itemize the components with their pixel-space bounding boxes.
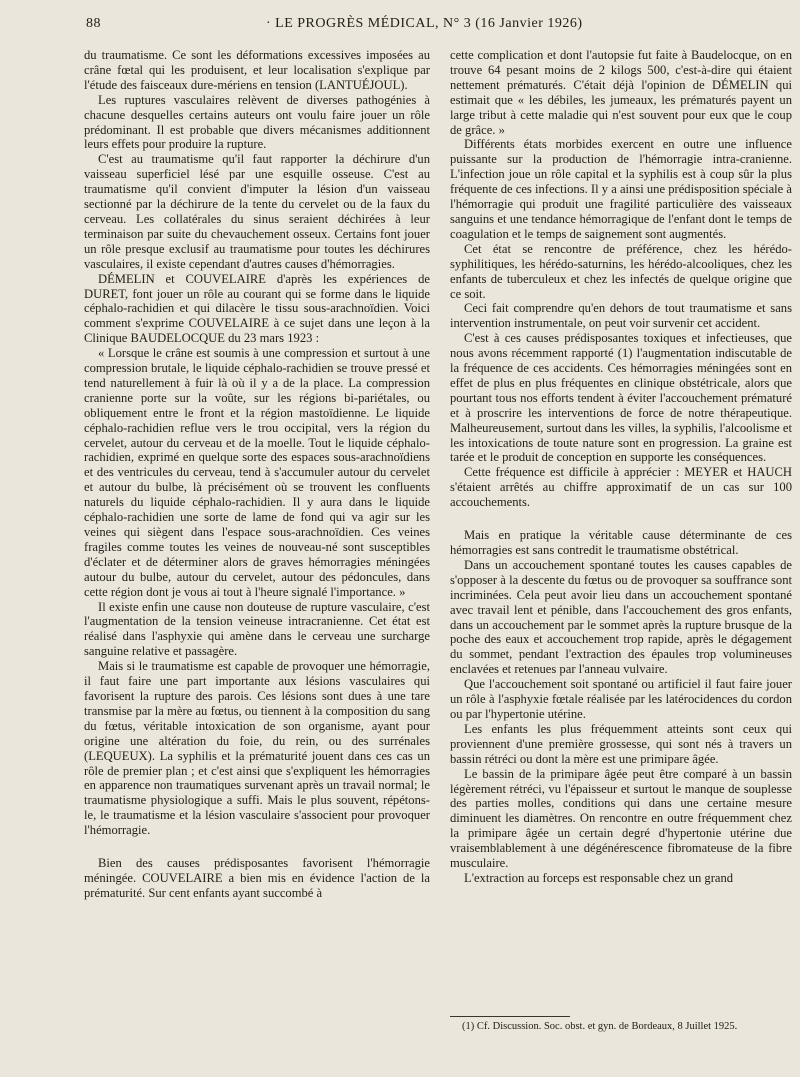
paragraph: L'extraction au forceps est responsable chez un grand (464, 870, 734, 885)
page-number: 88 (86, 16, 101, 31)
paragraph: Bien des causes prédisposantes favorisent l'hémorragie méningée. COUVELAIRE a bien mis en évidence l'action de la prématurité. Sur cent enfants ayant succombé à (84, 856, 430, 900)
paragraph: C'est au traumatisme qu'il faut rapporter la déchirure d'un vaisseau superficiel lésé par une esquille osseuse. C'est au traumatisme qu'il convient d'imputer la lésion d'un vaisseau sectionné par la déchirure de la tente du cervelet ou de la faux du cerveau. Les collatérales du sinus seraient déchirées à leur terminaison par suite du chevauchement osseux. Certains font jouer un rôle presque exclusif au traumatisme pour toutes les déchirures vasculaires, il existe cependant d'autres causes d'hémorragies. (84, 152, 430, 271)
paragraph: Cette fréquence est difficile à apprécier : MEYER et HAUCH s'étaient arrêtés au chiffre approximatif de un cas sur 100 accouchements. (450, 465, 792, 510)
paragraph: Les enfants les plus fréquemment atteints sont ceux qui proviennent d'une première grossesse, qui sont nés à travers un bassin rétréci ou dont la mère est une primipare âgée. (450, 721, 792, 766)
paragraph: C'est à ces causes prédisposantes toxiques et infectieuses, que nous avons récemment rapporté (1) l'augmentation indiscutable de la fréquence de ces accidents. Ces hémorragies méningées sont en effet de plus en plus fréquentes en clinique obstétricale, alors que pourtant tous nos efforts tendent à éviter l'accouchement prématuré et à proscrire les interventions de force de notre thérapeutique. Malheureusement, surtout dans les villes, la syphilis, l'alcoolisme et les intoxications de toute nature sont en progression. La graine est tarée et le produit de conception en supporte les conséquences. (450, 331, 792, 465)
paragraph: Cet état se rencontre de préférence, chez les hérédo-syphilitiques, les hérédo-saturnins, les hérédo-alcooliques, chez les enfants de tuberculeux et chez les infectés de quelque origine que ce soit. (450, 241, 792, 301)
paragraph: du traumatisme. Ce sont les déformations excessives imposées au crâne fœtal qui les produisent, et leur localisation s'explique par l'étude des faisceaux dure-mériens en tension (LANTUÉJOUL). (84, 48, 430, 92)
paragraph: Mais si le traumatisme est capable de provoquer une hémorragie, il faut faire une part importante aux lésions vasculaires qui favorisent la rupture des parois. Ces lésions sont dues à une tare transmise par la mère au fœtus, ou tiennent à la composition du sang du fœtus, véritable intoxication de son organisme, ayant pour origine une altération du foie, du rein, ou des surrénales (LEQUEUX). La syphilis et la prématurité jouent dans ces cas un rôle de premier plan ; et c'est ainsi que s'expliquent les hémorragies en apparence non traumatiques survenant après un travail normal; le traumatisme physiologique a suffi. Mais le plus souvent, répétons-le, le traumatisme et la lésion vasculaire s'associent pour provoquer l'hémorragie. (84, 659, 430, 838)
paragraph: Dans un accouchement spontané toutes les causes capables de s'opposer à la descente du fœtus ou de provoquer sa souffrance sont incriminées. Cela peut avoir lieu dans un accouchement spontané avec travail lent et pénible, dans l'accouchement des gros enfants, dans un accouchement par le sommet après la rupture brusque de la poche des eaux et accouchement trop rapide, après le dégagement du sommet, pendant l'extraction des épaules trop volumineuses enclavées et retenues par l'anneau vulvaire. (450, 557, 792, 677)
right-column (450, 48, 792, 886)
paragraph: cette complication et dont l'autopsie fut faite à Baudelocque, on en trouve 64 pesant moins de 2 kilogs 500, c'est-à-dire qui étaient nettement prématurés. C'était déjà l'opinion de DÉMELIN qui estimait que « les débiles, les jumeaux, les prématurés payent un large tribut à cette maladie qui n'est souvent pour eux que le coup de grâce. » (450, 48, 792, 137)
page-header (86, 14, 790, 38)
footnote-rule (450, 1016, 570, 1017)
paragraph: DÉMELIN et COUVELAIRE d'après les expériences de DURET, font jouer un rôle au courant qui se forme dans le liquide céphalo-rachidien et qui dilacère le tissu sous-arachnoïdien. Voici comment s'exprime COUVELAIRE à ce sujet dans une leçon à la Clinique BAUDELOCQUE du 23 mars 1923 : (84, 271, 430, 346)
paragraph: Différents états morbides exercent en outre une influence puissante sur la production de l'hémorragie intra-cranienne. L'infection joue un rôle capital et la syphilis est à coup sûr la plus fréquente de ces infections. Il y a ainsi une prédisposition spéciale à l'hémorragie qui produit une fragilité particulière des vaisseaux sanguins et une tendance hémorragique de l'enfant dont le temps de coagulation et le temps de saignement sont augmentés. (450, 137, 792, 241)
left-column (84, 48, 430, 901)
footnote: (1) Cf. Discussion. Soc. obst. et gyn. de Bordeaux, 8 Juillet 1925. (462, 1021, 738, 1032)
paragraph: Il existe enfin une cause non douteuse de rupture vasculaire, c'est l'augmentation de la tension veineuse intracranienne. Cet état est réalisé dans l'asphyxie qui amène dans le cerveau une surcharge sanguine relative et passagère. (84, 599, 430, 659)
paragraph: Ceci fait comprendre qu'en dehors de tout traumatisme et sans intervention instrumentale, on peut voir survenir cet accident. (450, 301, 792, 331)
running-title: · LE PROGRÈS MÉDICAL, N° 3 (16 Janvier 1926) (266, 16, 583, 31)
paragraph: Que l'accouchement soit spontané ou artificiel il faut faire jouer un rôle à l'asphyxie fœtale réalisée par les latérocidences du cordon ou par l'hypertonie utérine. (450, 677, 792, 721)
quotation-paragraph: « Lorsque le crâne est soumis à une compression et surtout à une compression brutale, le liquide céphalo-rachidien se trouve pressé et tend naturellement à fuir là où il y a de la place. La compression cranienne porte sur la voûte, sur les régions bi-pariétales, ou obliquement entre le front et la région mastoïdienne. Le liquide céphalo-rachidien reflue vers le trou occipital, vers la région du cervelet, autour du cerveau et de la moelle. Tout le liquide céphalo-rachidien, exprimé en quelque sorte des espaces sous-arachnoïdiens et des ventricules du cerveau, tend à s'accumuler autour du cervelet et autour du bulbe, là précisément où se trouvent les confluents naturels du liquide céphalo-rachidien. Il y aura dans le liquide céphalo-rachidien une sorte de lame de fond qui va agir sur les veines qui siègent dans l'espace sous-arachnoïdien. Ces veines fragiles comme toutes les veines de nouveau-né sont susceptibles d'éclater et de déterminer alors de graves hémorragies méningées autour du bulbe, autour du cervelet, autour des pédoncules, dans cette région dont je vous ai tout à l'heure signalé l'importance. » (84, 346, 430, 599)
paragraph: Le bassin de la primipare âgée peut être comparé à un bassin légèrement rétréci, vu l'épaisseur et surtout le manque de souplesse des parties molles, conditions qui dans une certaine mesure diminuent les diamètres. On rencontre en outre fréquemment chez la primipare âgée un certain degré d'hypertonie utérine due vraisemblablement à une dégénérescence fibromateuse de la fibre musculaire. (450, 766, 792, 871)
paragraph: Mais en pratique la véritable cause déterminante de ces hémorragies est sans contredit le traumatisme obstétrical. (450, 528, 792, 557)
paragraph: Les ruptures vasculaires relèvent de diverses pathogénies à chacune desquelles certains auteurs ont voulu faire jouer un rôle prédominant. Il est probable que divers mécanismes additionnent leurs effets pour produire la rupture. (84, 92, 430, 152)
